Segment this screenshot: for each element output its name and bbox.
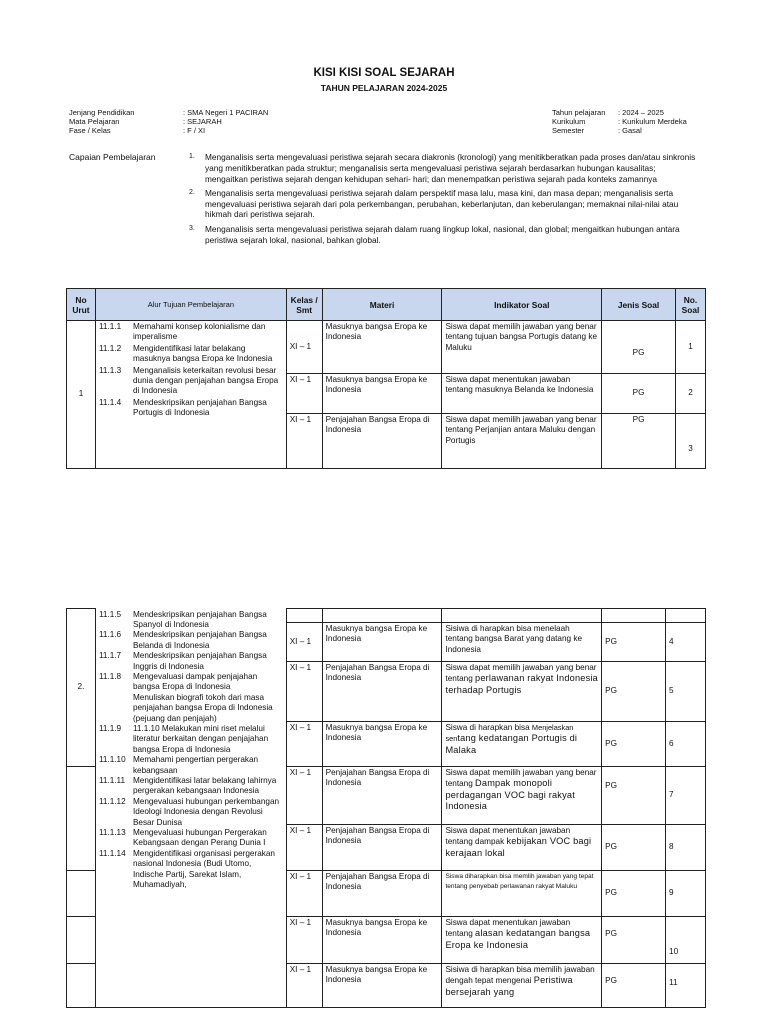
meta-value: : SMA Negeri 1 PACIRAN — [183, 108, 269, 117]
materi-cell: Penjajahan Bangsa Eropa di Indonesia — [322, 414, 442, 469]
meta-right — [552, 108, 687, 135]
atp-item — [99, 344, 283, 365]
indikator-small: Menjelaskan sen — [445, 723, 574, 744]
meta-label: Jenjang Pendidikan — [69, 108, 135, 117]
no-soal-cell: 9 — [666, 871, 706, 917]
kelas-cell: XI – 1 — [286, 623, 322, 662]
indikator-cell — [442, 917, 602, 964]
indikator-highlight: alasan kedatangan bangsa Eropa ke Indonesia — [445, 928, 591, 950]
kisi-table-2 — [66, 608, 706, 1008]
jenis-cell: PG — [602, 871, 666, 917]
atp-code: 11.1.2 — [98, 343, 122, 353]
jenis-cell: PG — [602, 767, 666, 825]
meta-row-semester — [552, 126, 687, 135]
table-row-empty — [67, 609, 706, 623]
indikator-text: Siswa dapat memilih jawaban yang benar tentang — [445, 663, 597, 684]
atp-item — [99, 724, 283, 755]
kelas-cell: XI – 1 — [286, 917, 322, 964]
indikator-text: Siswa di harapkan bisa — [445, 723, 530, 732]
meta-value: : 2024 – 2025 — [618, 108, 664, 117]
kelas-cell: XI – 1 — [286, 662, 322, 722]
no-urut-cell-cont — [67, 767, 96, 871]
indikator-highlight: Peristiwa bersejarah yang — [445, 975, 573, 997]
indikator-text: Siswa dapat menentukan jawaban tentang — [445, 918, 571, 939]
capaian-number: 3. — [189, 224, 195, 232]
indikator-cell — [442, 722, 602, 767]
jenis-cell: PG — [602, 662, 666, 722]
atp-code: 11.1.13 — [98, 828, 126, 838]
jenis-cell: PG — [602, 374, 676, 414]
capaian-text: Menganalisis serta mengevaluasi peristiwa sejarah dalam perspektif masa lalu, masa kini, dan masa depan; menganalisis serta mengevaluasi peristiwa sejarah dari pola perkembangan, perubahan, keberlanjutan, dan keberulangan; memaknai nilai-nilai atau hikmah dari peristiwa sejarah. — [205, 187, 679, 220]
atp-text: Mengidentifikasi latar belakang lahirnya pergerakan kebangsaan Indonesia — [132, 776, 277, 796]
jenis-cell: PG — [602, 964, 666, 1008]
capaian-item — [189, 188, 699, 220]
meta-label: Kurikulum — [552, 117, 586, 126]
kelas-cell: XI – 1 — [286, 767, 322, 825]
jenis-cell: PG — [602, 825, 666, 871]
empty-cell — [442, 609, 602, 623]
atp-text: Menganalisis keterkaitan revolusi besar dunia dengan penjajahan bangsa Eropa di Indonesia — [132, 365, 279, 396]
atp-code: 11.1.4 — [98, 397, 122, 407]
empty-cell — [666, 609, 706, 623]
atp-text: Mengevaluasi dampak penjajahan bangsa Eropa di Indonesia — [132, 671, 258, 692]
kelas-cell: XI – 1 — [286, 871, 322, 917]
indikator-cell — [442, 662, 602, 722]
indikator-text: Sisiwa di harapkan bisa menelaah tentang bangsa Barat yang datang ke Indonesia — [445, 624, 583, 654]
materi-cell: Masuknya bangsa Eropa ke Indonesia — [322, 964, 442, 1008]
no-soal-cell: 6 — [666, 722, 706, 767]
materi-cell: Penjajahan Bangsa Eropa di Indonesia — [322, 767, 442, 825]
meta-row-mapel — [69, 117, 268, 126]
atp-code: 11.1.12 — [98, 796, 126, 806]
indikator-cell — [442, 964, 602, 1008]
no-urut-cell: 1 — [67, 321, 96, 469]
materi-cell: Masuknya bangsa Eropa ke Indonesia — [322, 321, 442, 374]
indikator-cell — [442, 825, 602, 871]
indikator-text: Siswa dapat menentukan jawaban tentang dampak — [445, 826, 571, 847]
jenis-cell: PG — [602, 414, 676, 469]
materi-cell: Penjajahan Bangsa Eropa di Indonesia — [322, 825, 442, 871]
meta-value: : F / XI — [183, 126, 206, 135]
empty-cell — [602, 609, 666, 623]
atp-item — [99, 755, 283, 776]
atp-item — [99, 322, 283, 343]
document-subtitle: TAHUN PELAJARAN 2024-2025 — [320, 83, 448, 93]
atp-item — [99, 776, 283, 797]
materi-cell: Masuknya bangsa Eropa ke Indonesia — [322, 917, 442, 964]
meta-label: Mata Pelajaran — [69, 117, 120, 126]
kelas-cell: XI – 1 — [286, 321, 322, 374]
atp-item — [99, 630, 283, 651]
atp-code: 11.1.11 — [98, 776, 126, 785]
table-row — [67, 321, 706, 374]
atp-text: Memahami konsep kolonialisme dan imperalisme — [132, 322, 266, 342]
indikator-cell: Siswa dapat memilih jawaban yang benar tentang Perjanjian antara Maluku dengan Portugis — [442, 414, 602, 469]
atp-text: Mengidentifikasi organisasi pergerakan nasional Indonesia (Budi Utomo, Indische Partij, Sarekat Islam, Muhamadiyah, — [132, 848, 275, 890]
meta-row-kurikulum — [552, 117, 687, 126]
atp-text: Mendeskripsikan penjajahan Bangsa Inggris di Indonesia — [132, 651, 267, 671]
empty-cell — [286, 609, 322, 623]
indikator-cell — [442, 767, 602, 825]
atp-item — [99, 849, 283, 891]
no-soal-cell: 4 — [666, 623, 706, 662]
no-soal-cell: 2 — [675, 374, 705, 414]
kelas-cell: XI – 1 — [286, 374, 322, 414]
atp-text: Memahami pengertian pergerakan kebangsaan — [132, 755, 259, 775]
capaian-label: Capaian Pembelajaran — [69, 152, 156, 162]
meta-label: Fase / Kelas — [69, 126, 111, 135]
atp-item — [99, 672, 283, 693]
capaian-number: 2. — [189, 188, 195, 196]
meta-value: : Kurikulum Merdeka — [618, 117, 687, 126]
atp-item — [99, 797, 283, 828]
document-title: KISI KISI SOAL SEJARAH — [313, 67, 455, 79]
header-indikator: Indikator Soal — [442, 289, 602, 321]
atp-item — [99, 693, 283, 724]
indikator-cell: Siswa dapat memilih jawaban yang benar tentang tujuan bangsa Portugis datang ke Maluku — [442, 321, 602, 374]
meta-row-tahun — [552, 108, 687, 117]
indikator-highlight: tang kedatangan Portugis di Malaka — [445, 733, 578, 755]
atp-code: 11.1.5 — [98, 609, 122, 619]
meta-left — [69, 108, 268, 135]
meta-row-fase — [69, 126, 268, 135]
no-urut-cell: 2. — [67, 609, 96, 767]
indikator-cell — [442, 871, 602, 917]
atp-item — [99, 828, 283, 849]
jenis-cell: PG — [602, 722, 666, 767]
no-urut-cell-empty — [67, 871, 96, 917]
meta-label: Semester — [552, 126, 585, 135]
no-soal-cell: 8 — [666, 825, 706, 871]
no-soal-cell: 5 — [666, 662, 706, 722]
capaian-item — [189, 224, 699, 246]
atp-text: Mendeskripsikan penjajahan Bangsa Spanyol di Indonesia — [132, 609, 267, 629]
header-no-soal: No. Soal — [675, 289, 705, 321]
header-jenis: Jenis Soal — [602, 289, 676, 321]
meta-value: : SEJARAH — [183, 117, 222, 126]
materi-cell: Masuknya bangsa Eropa ke Indonesia — [322, 374, 442, 414]
header-materi: Materi — [322, 289, 442, 321]
indikator-highlight: Dampak monopoli perdagangan VOC bagi rakyat Indonesia — [445, 778, 575, 812]
atp-text: Mendeskripsikan penjajahan Bangsa Belanda di Indonesia — [132, 630, 267, 650]
jenis-cell: PG — [602, 321, 676, 374]
atp-code: 11.1.14 — [98, 848, 126, 858]
atp-item — [99, 610, 283, 631]
header-atp: Alur Tujuan Pembelajaran — [95, 289, 286, 321]
capaian-text: Menganalisis serta mengevaluasi peristiwa sejarah dalam ruang lingkup lokal, nasional, dan global; mengaitkan hubungan antara peristiwa sejarah lokal, nasional, bahkan global. — [205, 223, 680, 245]
meta-value: : Gasal — [618, 126, 642, 135]
header-kelas: Kelas / Smt — [286, 289, 322, 321]
indikator-text: Sisiwa di harapkan bisa memilih jawaban dengah tepat mengenai — [445, 965, 595, 986]
indikator-highlight: kebijakan VOC bagi kerajaan lokal — [445, 836, 592, 858]
atp-code: 11.1.10 — [98, 755, 126, 765]
table-header-row — [67, 289, 706, 321]
materi-cell: Masuknya bangsa Eropa ke Indonesia — [322, 722, 442, 767]
indikator-cell — [442, 623, 602, 662]
kisi-table-1 — [66, 288, 706, 469]
kelas-cell: XI – 1 — [286, 964, 322, 1008]
kelas-cell: XI – 1 — [286, 825, 322, 871]
header-no-urut: No Urut — [67, 289, 96, 321]
materi-cell: Masuknya bangsa Eropa ke Indonesia — [322, 623, 442, 662]
atp-cell — [95, 321, 286, 469]
kelas-cell: XI – 1 — [286, 722, 322, 767]
no-soal-cell: 11 — [666, 964, 706, 1008]
indikator-text: Siswa dapat memilih jawaban yang benar tentang — [445, 768, 597, 789]
no-soal-cell: 1 — [675, 321, 705, 374]
atp-text: Mengidentifikasi latar belakang masuknya bangsa Eropa ke Indonesia — [132, 343, 273, 364]
materi-cell: Penjajahan Bangsa Eropa di Indonesia — [322, 662, 442, 722]
atp-code: 11.1.8 — [98, 671, 122, 681]
no-soal-cell: 7 — [666, 767, 706, 825]
capaian-number: 1. — [189, 153, 195, 160]
indikator-text: Siswa diharapkan bisa memlih jawaban yang tepat tentang penyebab perlawanan rakyat Maluku — [445, 873, 594, 891]
jenis-cell: PG — [602, 917, 666, 964]
meta-row-jenjang — [69, 108, 268, 117]
atp-code — [99, 693, 133, 724]
atp-text: Menuliskan biografi tokoh dari masa penjajahan bangsa Eropa di Indonesia (pejuang dan penjajah) — [132, 692, 273, 723]
atp-item — [99, 398, 283, 419]
empty-cell — [322, 609, 442, 623]
atp-cell — [95, 609, 286, 1008]
atp-item — [99, 651, 283, 672]
meta-label: Tahun pelajaran — [552, 108, 606, 117]
no-urut-cell-empty — [67, 964, 96, 1008]
atp-text: Mengevaluasi hubungan perkembangan Ideologi Indonesia dengan Revolusi Besar Dunisa — [132, 796, 280, 827]
materi-cell: Penjajahan Bangsa Eropa di Indonesia — [322, 871, 442, 917]
capaian-text: Menganalisis serta mengevaluasi peristiwa sejarah secara diakronis (kronologi) yang menitikberatkan pada proses dan/atau sinkronis yang menitikberatkan pada struktur; menganalisis serta mengevaluasi peristiwa sejarah berdasarkan hubungan kausalitas; mengaitkan peristiwa sejarah dengan kehidupan sehari- hari; dan menempatkan peristiwa sejarah pada konteks zamannya — [205, 152, 696, 184]
atp-text: Mendeskripsikan penjajahan Bangsa Portugis di Indonesia — [132, 397, 267, 418]
capaian-list — [189, 152, 699, 249]
atp-code: 11.1.9 — [98, 723, 122, 733]
atp-text: Mengevaluasi hubungan Pergerakan Kebangsaan dengan Perang Dunia I — [132, 828, 267, 848]
capaian-item — [189, 152, 699, 184]
atp-code: 11.1.1 — [98, 322, 122, 331]
no-urut-cell-empty — [67, 917, 96, 964]
atp-text: 11.1.10 Melakukan mini riset melalui literatur berkaitan dengan penjajahan bangsa Eropa di Indonesia — [132, 723, 269, 754]
atp-code: 11.1.7 — [98, 651, 122, 661]
atp-code: 11.1.6 — [98, 630, 122, 640]
atp-item — [99, 366, 283, 397]
indikator-cell: Siswa dapat menentukan jawaban tentang masuknya Belanda ke Indonesia — [442, 374, 602, 414]
jenis-cell: PG — [602, 623, 666, 662]
kelas-cell: XI – 1 — [286, 414, 322, 469]
no-soal-cell: 10 — [666, 917, 706, 964]
atp-code: 11.1.3 — [98, 365, 122, 375]
indikator-highlight: perlawanan rakyat Indonesia terhadap Portugis — [445, 673, 598, 695]
no-soal-cell: 3 — [675, 414, 705, 469]
